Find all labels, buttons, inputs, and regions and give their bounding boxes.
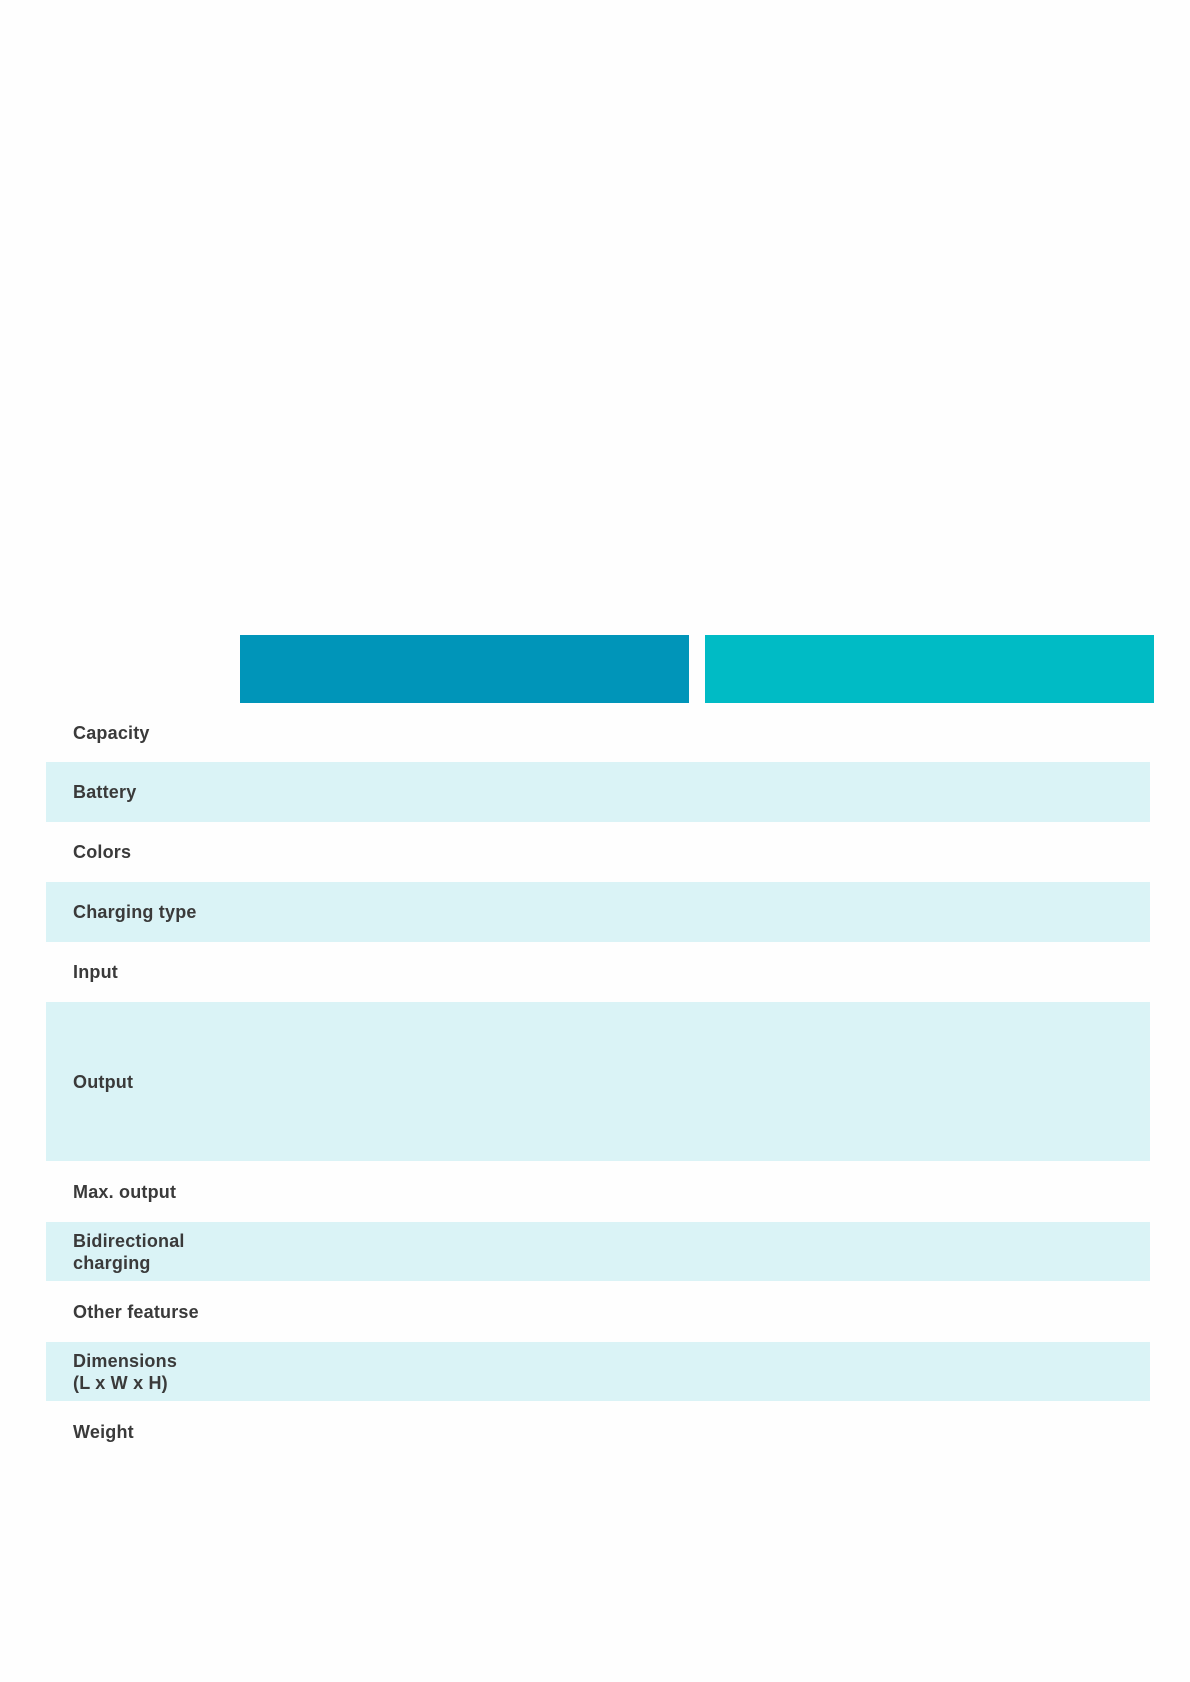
spec-label-weight: Weight — [73, 1422, 134, 1442]
spec-row-bidirectional-charging — [46, 1222, 1150, 1281]
spec-row-battery — [46, 762, 1150, 822]
spec-label-capacity: Capacity — [73, 722, 150, 743]
spec-label-bidirectional-charging: Bidirectional charging — [73, 1230, 185, 1273]
spec-label-charging-type: Charging type — [73, 902, 197, 922]
product-column-header-1 — [240, 635, 689, 703]
spec-row-other-features — [46, 1281, 1150, 1342]
spec-table — [46, 703, 1150, 1463]
spec-row-capacity — [46, 703, 1150, 762]
spec-label-colors: Colors — [73, 842, 132, 862]
spec-label-other-features: Other featurse — [73, 1301, 199, 1322]
spec-row-output — [46, 1002, 1150, 1161]
spec-row-input — [46, 942, 1150, 1002]
spec-label-input: Input — [73, 962, 118, 982]
product-column-header-2 — [705, 635, 1154, 703]
spec-row-dimensions — [46, 1342, 1150, 1401]
spec-row-colors — [46, 822, 1150, 882]
spec-row-charging-type — [46, 882, 1150, 942]
spec-label-dimensions: Dimensions (L x W x H) — [73, 1350, 178, 1393]
spec-label-output: Output — [73, 1071, 134, 1092]
spec-row-weight — [46, 1401, 1150, 1463]
spec-row-max-output — [46, 1161, 1150, 1222]
spec-label-battery: Battery — [73, 782, 137, 802]
spec-label-max-output: Max. output — [73, 1181, 177, 1202]
